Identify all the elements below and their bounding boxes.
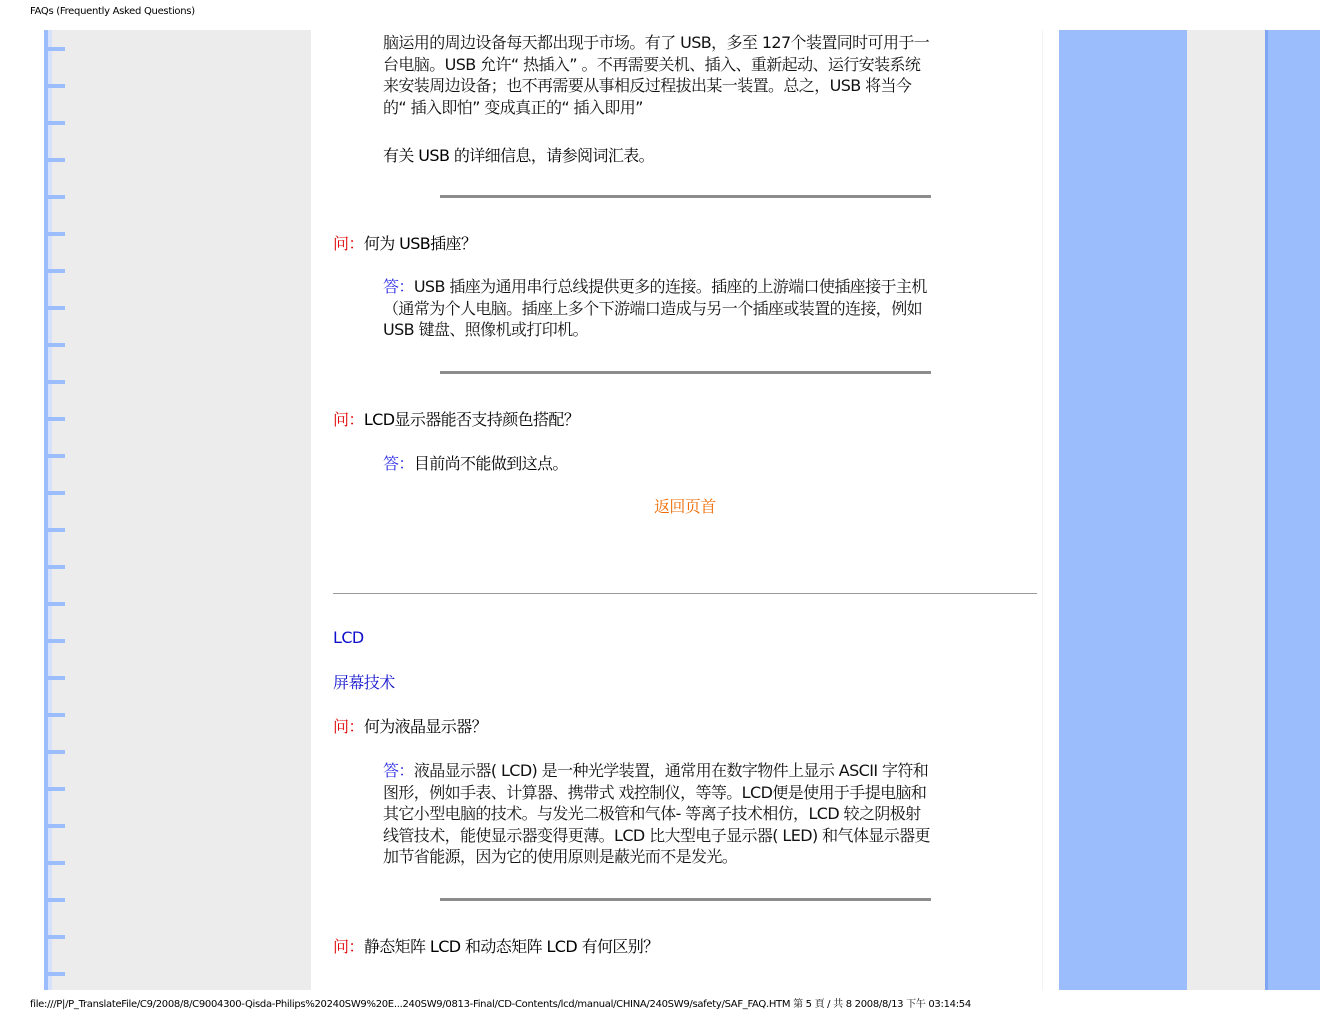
sidebar-tick: [44, 84, 65, 88]
answer-line: USB 键盘、照像机或打印机。: [383, 320, 588, 339]
answer-line: USB 插座为通用串行总线提供更多的连接。插座的上游端口使插座接于主机: [413, 277, 927, 296]
sidebar-tick: [44, 269, 65, 273]
back-to-top-link[interactable]: 返回页首: [654, 497, 716, 516]
faq-answer-lcd: [383, 760, 1003, 868]
left-sidebar-panel: [44, 30, 311, 990]
sidebar-tick: [44, 713, 65, 717]
sidebar-tick: [44, 232, 65, 236]
section-divider: [440, 195, 931, 198]
sidebar-tick: [44, 454, 65, 458]
sidebar-tick: [44, 195, 65, 199]
sidebar-tick: [44, 47, 65, 51]
answer-line: 其它小型电脑的技术。与发光二极管和气体- 等离子技术相仿，LCD 较之阴极射: [383, 804, 921, 823]
sidebar-tick: [44, 639, 65, 643]
sidebar-tick: [44, 491, 65, 495]
question-label: 问：: [333, 234, 364, 253]
usb-intro-paragraph: [383, 32, 1003, 118]
sidebar-tick: [44, 824, 65, 828]
sidebar-tick: [44, 750, 65, 754]
sidebar-tick: [44, 565, 65, 569]
answer-label: 答：: [383, 454, 414, 473]
sidebar-tick: [44, 898, 65, 902]
usb-intro-line: 台电脑。USB 允许“ 热插入” 。不再需要关机、插入、重新起动、运行安装系统: [383, 54, 921, 74]
usb-intro-line: 来安装周边设备；也不再需要从事相反过程拔出某一装置。总之，USB 将当今: [383, 76, 912, 95]
right-sidebar-blue-band: [1059, 30, 1187, 990]
faq-question-lcd: [333, 714, 487, 737]
sidebar-tick: [44, 528, 65, 532]
question-label: 问：: [333, 717, 364, 736]
answer-line: （通常为个人电脑。插座上多个下游端口造成与另一个插座或装置的连接，例如: [383, 298, 923, 318]
sidebar-tick: [44, 121, 65, 125]
question-text: 何为 USB插座？: [363, 234, 477, 253]
faq-question-color: [333, 407, 579, 430]
question-label: 问：: [333, 410, 364, 429]
answer-line: 液晶显示器( LCD) 是一种光学装置，通常用在数字物件上显示 ASCII 字符和: [413, 761, 929, 780]
sidebar-tick: [44, 972, 65, 976]
question-label: 问：: [333, 937, 364, 956]
left-sidebar-rail-highlight: [48, 30, 52, 990]
section-divider: [440, 898, 931, 901]
answer-line: 线管技术，能使显示器变得更薄。LCD 比大型电子显示器( LED) 和气体显示器更: [383, 825, 930, 845]
sidebar-tick: [44, 306, 65, 310]
sidebar-tick: [44, 602, 65, 606]
usb-intro-line: 的“ 插入即怕” 变成真正的“ 插入即用”: [383, 97, 643, 117]
sidebar-tick: [44, 935, 65, 939]
question-text: LCD显示器能否支持颜色搭配？: [363, 410, 580, 429]
answer-text: 目前尚不能做到这点。: [413, 454, 568, 473]
question-text: 静态矩阵 LCD 和动态矩阵 LCD 有何区别？: [363, 937, 659, 956]
sidebar-tick: [44, 787, 65, 791]
right-sidebar-edge: [1265, 30, 1268, 990]
page-footer-path: file:///P|/P_TranslateFile/C9/2008/8/C9004300-Qisda-Philips%20240SW9%20E...240SW9/0813-Final/CD-Contents/lcd/manual/CHINA/240SW9/safety/SAF_FAQ.HTM 第 5 頁 / 共 8 2008/8/13 下午 03:14:54: [30, 999, 971, 1010]
content-edge: [1042, 30, 1043, 990]
answer-line: 加节省能源，因为它的使用原则是蔽光而不是发光。: [383, 847, 738, 866]
right-sidebar-gray-band: [1187, 30, 1265, 990]
sidebar-tick: [44, 861, 65, 865]
question-text: 何为液晶显示器？: [363, 717, 488, 736]
section-subtitle-screen-tech[interactable]: 屏幕技术: [333, 673, 395, 692]
faq-question-hub: [333, 231, 476, 254]
faq-answer-color: [383, 451, 568, 474]
long-section-divider: [333, 593, 1037, 594]
sidebar-tick: [44, 380, 65, 384]
answer-line: 图形，例如手表、计算器、携带式 戏控制仪，等等。LCD便是使用于手提电脑和: [383, 782, 927, 802]
faq-question-matrix: [333, 934, 659, 957]
glossary-note: 有关 USB 的详细信息，请参阅词汇表。: [383, 146, 655, 165]
section-title-lcd[interactable]: LCD: [333, 628, 364, 647]
faq-answer-hub: [383, 276, 1003, 341]
page-header-title: FAQs (Frequently Asked Questions): [30, 6, 195, 17]
sidebar-tick: [44, 417, 65, 421]
answer-label: 答：: [383, 761, 414, 780]
right-sidebar-outer-band: [1265, 30, 1320, 990]
usb-intro-line: 脑运用的周边设备每天都出现于市场。有了 USB，多至 127个装置同时可用于一: [383, 33, 930, 52]
sidebar-tick: [44, 158, 65, 162]
section-divider: [440, 371, 931, 374]
sidebar-tick: [44, 676, 65, 680]
answer-label: 答：: [383, 277, 414, 296]
sidebar-tick: [44, 343, 65, 347]
